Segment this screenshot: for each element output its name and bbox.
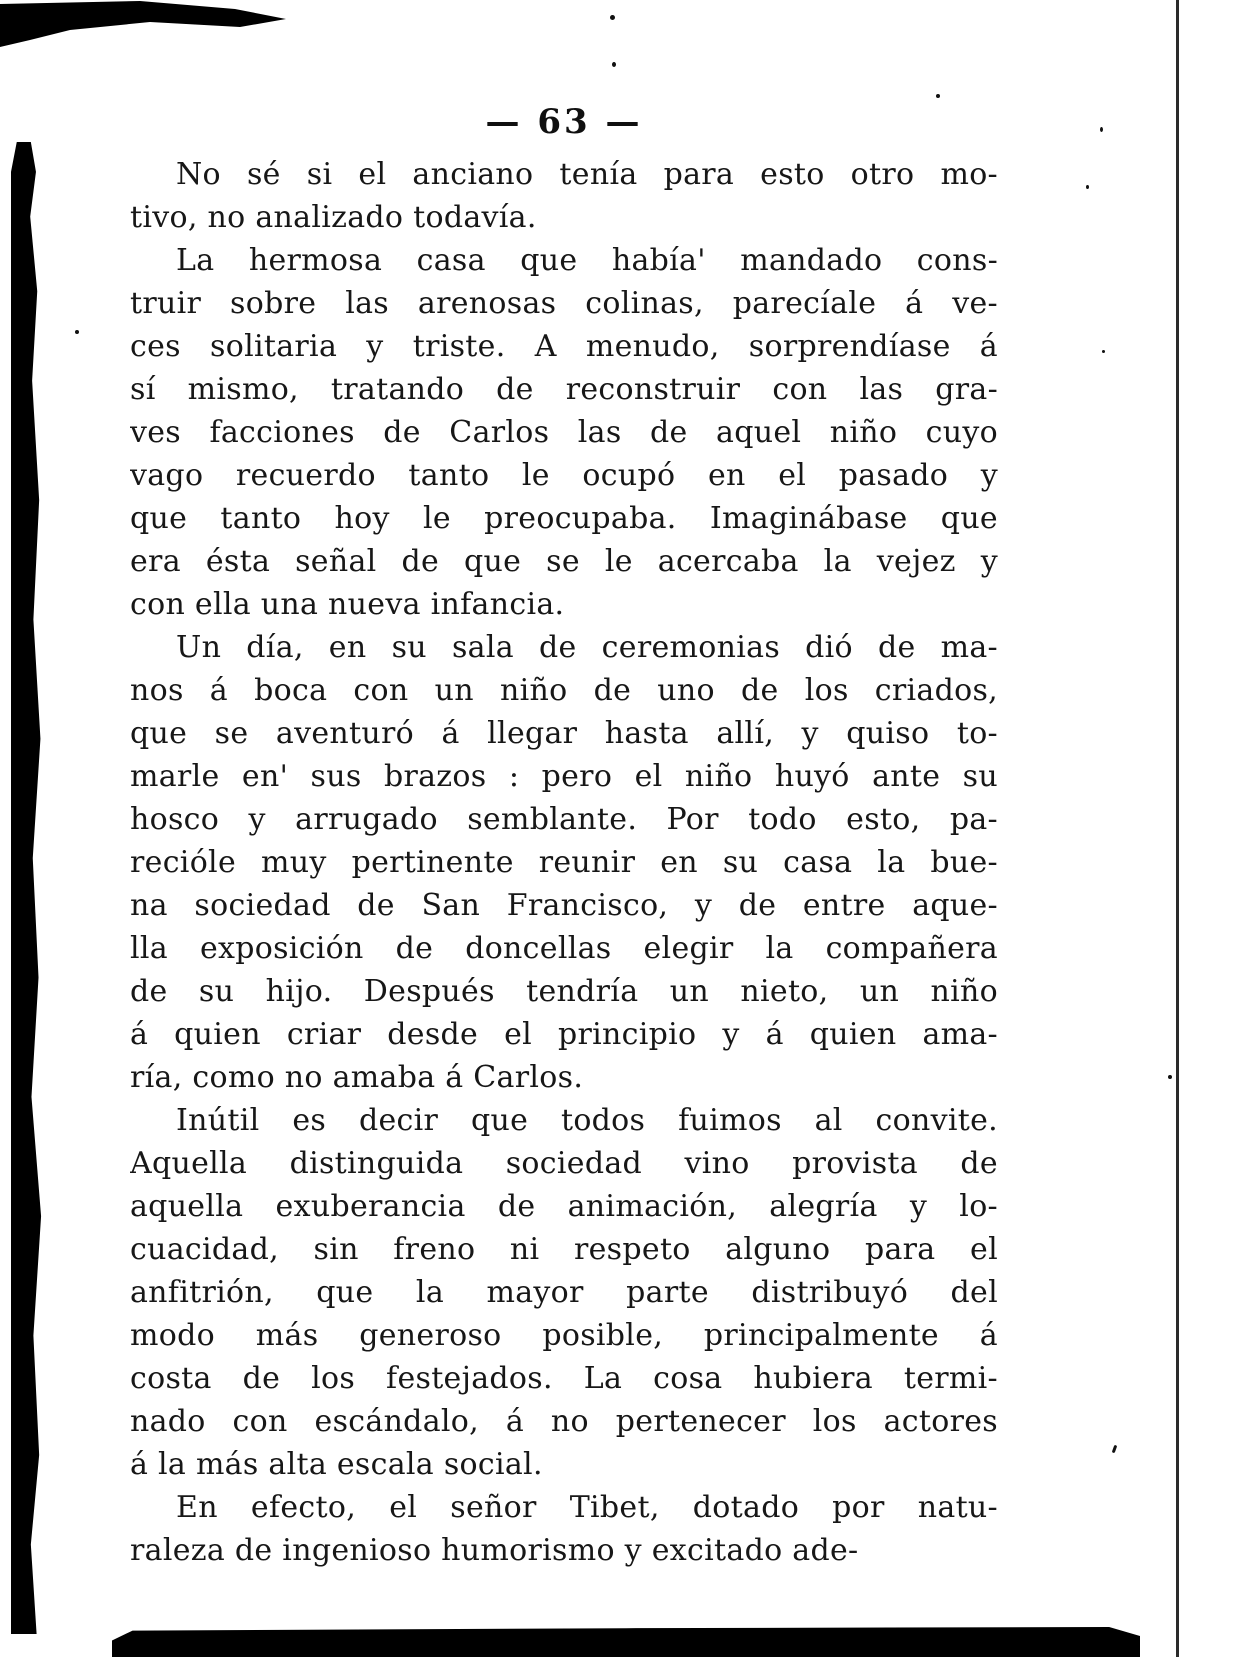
text-line: tivo, no analizado todavía. xyxy=(130,200,537,235)
text-line: sí mismo, tratando de reconstruir con las gra- xyxy=(130,372,998,407)
page-text-block xyxy=(130,153,998,1572)
text-line: truir sobre las arenosas colinas, parecíale á ve- xyxy=(130,286,998,321)
text-line: Inútil es decir que todos fuimos al convite. xyxy=(176,1103,998,1138)
text-line: recióle muy pertinente reunir en su casa la bue- xyxy=(130,845,998,880)
text-line: Un día, en su sala de ceremonias dió de ma- xyxy=(176,630,998,665)
scan-speck xyxy=(610,15,615,20)
scan-speck xyxy=(1102,350,1105,353)
text-line: á la más alta escala social. xyxy=(130,1447,543,1482)
scan-speck xyxy=(1112,1445,1118,1454)
text-line: marle en' sus brazos : pero el niño huyó ante su xyxy=(130,759,998,794)
paragraph xyxy=(130,1486,998,1572)
text-line: anfitrión, que la mayor parte distribuyó del xyxy=(130,1275,998,1310)
scan-speck xyxy=(936,94,940,98)
text-line: ces solitaria y triste. A menudo, sorprendíase á xyxy=(130,329,998,364)
text-line: modo más generoso posible, principalmente á xyxy=(130,1318,998,1353)
paragraph xyxy=(130,1099,998,1486)
scan-speck xyxy=(1168,1075,1172,1079)
paragraph xyxy=(130,626,998,1099)
text-line: lla exposición de doncellas elegir la compañera xyxy=(130,931,998,966)
text-line: No sé si el anciano tenía para esto otro mo- xyxy=(176,157,998,192)
text-line: La hermosa casa que había' mandado cons- xyxy=(176,243,998,278)
text-line: era ésta señal de que se le acercaba la vejez y xyxy=(130,544,998,579)
scan-speck xyxy=(1086,185,1089,189)
scan-artifact-left-edge xyxy=(11,142,43,1634)
text-line: nado con escándalo, á no pertenecer los actores xyxy=(130,1404,998,1439)
text-line: á quien criar desde el principio y á quien ama- xyxy=(130,1017,998,1052)
text-line: cuacidad, sin freno ni respeto alguno para el xyxy=(130,1232,998,1267)
page-number: — 63 — xyxy=(485,102,643,142)
text-line: costa de los festejados. La cosa hubiera termi- xyxy=(130,1361,998,1396)
text-line: raleza de ingenioso humorismo y excitado ade- xyxy=(130,1533,859,1568)
text-line: Aquella distinguida sociedad vino provista de xyxy=(130,1146,998,1181)
text-line: ría, como no amaba á Carlos. xyxy=(130,1060,584,1095)
scan-speck xyxy=(1100,127,1103,132)
text-line: aquella exuberancia de animación, alegría y lo- xyxy=(130,1189,998,1224)
text-line: de su hijo. Después tendría un nieto, un niño xyxy=(130,974,998,1009)
text-line: que se aventuró á llegar hasta allí, y quiso to- xyxy=(130,716,998,751)
text-line: na sociedad de San Francisco, y de entre aque- xyxy=(130,888,998,923)
text-line: que tanto hoy le preocupaba. Imaginábase que xyxy=(130,501,998,536)
scan-artifact-right-line xyxy=(1176,0,1179,1657)
paragraph xyxy=(130,239,998,626)
scan-artifact-bottom-bar xyxy=(112,1627,1140,1657)
text-line: ves facciones de Carlos las de aquel niño cuyo xyxy=(130,415,998,450)
paragraph xyxy=(130,153,998,239)
scan-speck xyxy=(75,330,79,334)
scan-speck xyxy=(612,62,616,67)
text-line: vago recuerdo tanto le ocupó en el pasado y xyxy=(130,458,998,493)
scan-artifact-top-left xyxy=(0,0,288,50)
text-line: con ella una nueva infancia. xyxy=(130,587,565,622)
text-line: En efecto, el señor Tibet, dotado por natu- xyxy=(176,1490,998,1525)
text-line: hosco y arrugado semblante. Por todo esto, pa- xyxy=(130,802,998,837)
text-line: nos á boca con un niño de uno de los criados, xyxy=(130,673,998,708)
